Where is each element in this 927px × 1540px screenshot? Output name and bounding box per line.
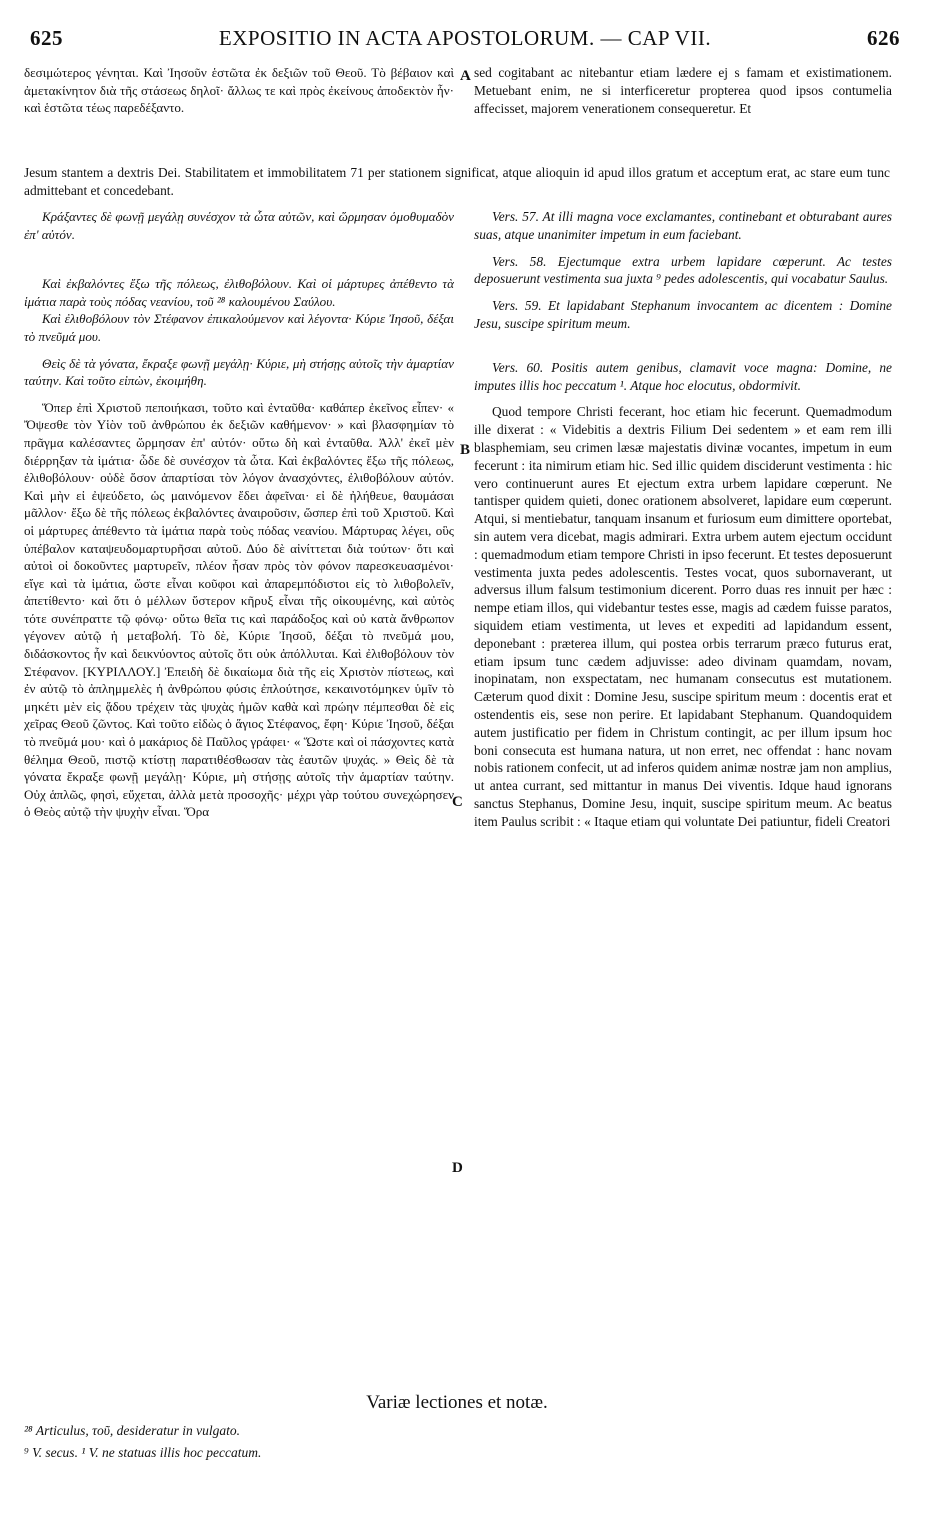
greek-column <box>24 208 454 1378</box>
greek-verse-57: Κράξαντες δὲ φωνῇ μεγάλῃ συνέσχον τὰ ὦτα αὐτῶν, καὶ ὥρμησαν ὁμοθυμαδὸν ἐπ' αὐτόν. <box>24 209 454 242</box>
greek-verse-58: Καὶ ἐκβαλόντες ἔξω τῆς πόλεως, ἐλιθοβόλουν. Καὶ οἱ μάρτυρες ἀπέθεντο τὰ ἱμάτια παρὰ τοὺς πόδας νεανίου, τοῦ ²⁸ καλουμένου Σαύλου. <box>24 276 454 309</box>
latin-verse-59: Vers. 59. Et lapidabant Stephanum invocantem ac dicentem : Domine Jesu, suscipe spiritum meum. <box>474 298 892 331</box>
latin-commentary: Quod tempore Christi fecerant, hoc etiam hic fecerunt. Quemadmodum ille dixerat : « Videbitis a dextris Filium Dei sedentem » et eam rem illi blasphemiam, seu crimen læsæ majestatis divinæ vocantes, impetum in eum fecerunt : ita nimirum etiam hic. Sed illic quidem disciderunt vestimenta : hic vero continuerunt aures Et ejectum extra urbem lapidare cœperunt. Ne tantisper quidem quieti, donec orationem absolveret, lapidare eum cœperunt. Atqui, si mentiebatur, tanquam insanum et furiosum eum dimittere oportebat, sin autem vera dicebat, magis admirari. Extra urbem autem ejectum occidunt : quemadmodum etiam tempore Christi in ipso fecerunt. Et testes deposuerunt vestimenta juxta pedes adolescentis. Testes vocat, quos subornaverant, ut adversus illum falsum testimonium dicerent. Porro duas res innuit per hæc : nempe etiam illos, qui videbantur testes esse, magis ad cædem fuisse paratos, siquidem etiam vestimenta, ut leves et expediti ad lapidandum essent, deponebant : præterea illum, qui postea orbis terrarum præco futurus erat, etiam ipsum tunc cædem adjuvisse: adeo divinam quamdam, novam, inopinatam, non exspectatam, nec humanam consecutus est mutationem. Cæterum quod dixit : Domine Jesu, suscipe spiritum meum : docentis erat et ostendentis eis, sese non perire. Et lapidabant Stephanum. Quandoquidem autem justificatio per fidem in Christum contingit, ac per illum ipsum hoc boni consecuta est humana natura, ut non erret, nec offendat : hanc novam nobis rationem confecit, ut ad inferos quidem animæ nostræ jam non amplius, ut antea currant, sed mittantur in manus Dei viventis. Idque haud ignorans sanctus Stephanus, Domine Jesu, inquit, suscipe spiritum meum. Ac beatus item Paulus scribit : « Itaque etiam qui voluntate Dei patiuntur, fideli Creatori <box>474 404 892 829</box>
greek-commentary: Ὅπερ ἐπὶ Χριστοῦ πεποιήκασι, τοῦτο καὶ ἐνταῦθα· καθάπερ ἐκεῖνος εἶπεν· « Ὄψεσθε τὸν Υἱὸν τοῦ ἀνθρώπου ἐκ δεξιῶν καθήμενον· » καὶ βλασφημίαν τὸ πρᾶγμα καλέσαντες ὥρμησαν ἐπ' αὐτόν· οὕτω δὴ καὶ ἐνταῦθα. Ἀλλ' ἐκεῖ μὲν διέρρηξαν τὰ ἱμάτια· ὧδε δὲ συνέσχον τὰ ὦτα. Καὶ ἐκβαλόντες ἔξω τῆς πόλεως, ἐλιθοβόλουν· οὐδὲ ὅσον ἀπαρτίσαι τὸν λόγον ἀνασχόντες, ἐλιθοβόλουν αὐτόν. Καὶ μὴν εἰ ἐψεύδετο, ὡς μαινόμενον ἔδει ἀφεῖναι· εἰ δὲ ἠλήθευε, θαυμάσαι μᾶλλον· ἔξω δὲ τῆς πόλεως ἐκβαλόντες ἀναιροῦσιν, ὥσπερ ἐπὶ τοῦ Χριστοῦ. Καὶ οἱ μάρτυρες ἀπέθεντο τὰ ἱμάτια παρὰ τοὺς πόδας νεανίου. Μάρτυρας λέγει, οὓς ὑπέβαλον καταψευδομαρτυρῆσαι αὐτοῦ. Δύο δὲ αἰνίττεται διὰ τούτων· ὅτι καὶ αὐτοὶ οἱ δοκοῦντες μαρτυρεῖν, πλέον ἦσαν πρὸς τὸν φόνον παρεσκευασμένοι· εἴγε καὶ τὰ ἱμάτια, ὥστε εἶναι κοῦφοι καὶ ἀπαρεμπόδιστοι εἰς τὸ λιθοβολεῖν, ἀπετίθεντο· καὶ ὅτι ὁ μέλλων ὕστερον κῆρυξ εἶναι τῆς οἰκουμένης, καὶ αὐτὸς τότε συνέπραττε τῷ φόνῳ· οὕτω θεῖα τις καὶ παράδοξος καὶ οὐ κατὰ ἄνθρωπον γέγονεν αὐτῷ ἡ μεταβολή. Τὸ δὲ, Κύριε Ἰησοῦ, δέξαι τὸ πνεῦμά μου, διδάσκοντος ἦν καὶ δεικνύοντος αὐτοῖς ὅτι οὐκ ἀπόλλυται. Καὶ ἐλιθοβόλουν τὸν Στέφανον. [ΚΥΡΙΛΛΟΥ.] Ἐπειδὴ δὲ δικαίωμα διὰ τῆς εἰς Χριστὸν πίστεως, καὶ ἐν αὐτῷ τὸ ἀπλημμελὲς ἡ ἀνθρώπου φύσις ἐπλούτησε, κεκαινοτόμηκεν ὑμῖν τὸ μηκέτι μὲν εἰς ᾅδου τρέχειν τὰς ψυχὰς ἡμῶν καθὰ καὶ πρώην πέμπεσθαι δὲ εἰς χεῖρας Θεοῦ ζῶντος. Καὶ τοῦτο εἰδὼς ὁ ἅγιος Στέφανος, ἔφη· Κύριε Ἰησοῦ, δέξαι τὸ πνεῦμά μου· καὶ ὁ μακάριος δὲ Παῦλος γράφει· « Ὥστε καὶ οἱ πάσχοντες κατὰ θέλημα Θεοῦ, πιστῷ κτίστῃ παρατιθέσθωσαν τὰς ἑαυτῶν ψυχάς. » Θεὶς δὲ τὰ γόνατα ἔκραξε φωνῇ μεγάλῃ· Κύριε, μὴ στήσῃς αὐτοῖς τὴν ἁμαρτίαν ταύτην. Οὐχ ἁπλῶς, φησὶ, εὔχεται, ἀλλὰ μετὰ προσοχῆς· μέχρι γὰρ τούτου συνεχώρησεν ὁ Θεὸς αὐτῷ τὴν ψυχὴν εἶναι. Ὅρα <box>24 399 454 820</box>
greek-paragraph-intro: δεσιμώτερος γένηται. Καὶ Ἰησοῦν ἑστῶτα ἐκ δεξιῶν τοῦ Θεοῦ. Τὸ βέβαιον καὶ ἀμετακίνητον διὰ τῆς στάσεως δηλοῖ· ἄλλως τε καὶ πρὸς ἐκείνους ἀποδεκτὸν ἦν· καὶ ἑστῶτα τέως παρεδέξαντο. <box>24 65 454 116</box>
margin-letter-d: D <box>452 1160 463 1176</box>
margin-letter-b: B <box>460 442 471 458</box>
right-page-number: 626 <box>867 26 900 50</box>
latin-paragraph-intro: sed cogitabant ac nitebantur etiam lædere ej s famam et existimationem. Metuebant enim, ne si interficeretur propterea quod ipsos contumelia affecisset, majorem venerationem consequeretur. Et <box>474 65 892 116</box>
running-title: EXPOSITIO IN ACTA APOSTOLORUM. — CAP VII. <box>218 26 712 50</box>
latin-column-top <box>474 64 892 117</box>
notes-section <box>24 1392 890 1464</box>
note-line-2: ⁹ V. secus. ¹ V. ne statuas illis hoc peccatum. <box>24 1445 262 1460</box>
notes-title: Variæ lectiones et notæ. <box>366 1392 548 1413</box>
latin-column <box>474 208 892 1378</box>
margin-letter-c: C <box>452 794 463 810</box>
note-line-1: ²⁸ Articulus, τοῦ, desideratur in vulgato. <box>24 1423 241 1438</box>
latin-verse-57: Vers. 57. At illi magna voce exclamantes, continebant et obturabant aures suas, atque unanimiter impetum in eum faciebant. <box>474 209 892 242</box>
left-page-number: 625 <box>30 26 63 50</box>
page-header <box>30 26 900 56</box>
greek-verse-59: Καὶ ἐλιθοβόλουν τὸν Στέφανον ἐπικαλούμενον καὶ λέγοντα· Κύριε Ἰησοῦ, δέξαι τὸ πνεῦμά μου. <box>24 311 454 344</box>
latin-verse-60: Vers. 60. Positis autem genibus, clamavit voce magna: Domine, ne imputes illis hoc peccatum ¹. Atque hoc elocutus, obdormivit. <box>474 359 892 393</box>
margin-letter-a: A <box>460 68 471 84</box>
greek-verse-60: Θεὶς δὲ τὰ γόνατα, ἔκραξε φωνῇ μεγάλῃ· Κύριε, μὴ στήσῃς αὐτοῖς τὴν ἁμαρτίαν ταύτην. Καὶ τοῦτο εἰπὼν, ἐκοιμήθη. <box>24 355 454 389</box>
greek-column-top <box>24 64 454 117</box>
latin-verse-58: Vers. 58. Ejectumque extra urbem lapidare cœperunt. Ac testes deposuerunt vestimenta sua juxta ⁹ pedes adolescentis, qui vocabatur Saulus. <box>474 253 892 287</box>
full-width-line: Jesum stantem a dextris Dei. Stabilitatem et immobilitatem 71 per stationem significat, atque alioquin id apud illos gratum et acceptum erat, ac stare eum tunc admittebant et concedebant. <box>24 165 890 198</box>
